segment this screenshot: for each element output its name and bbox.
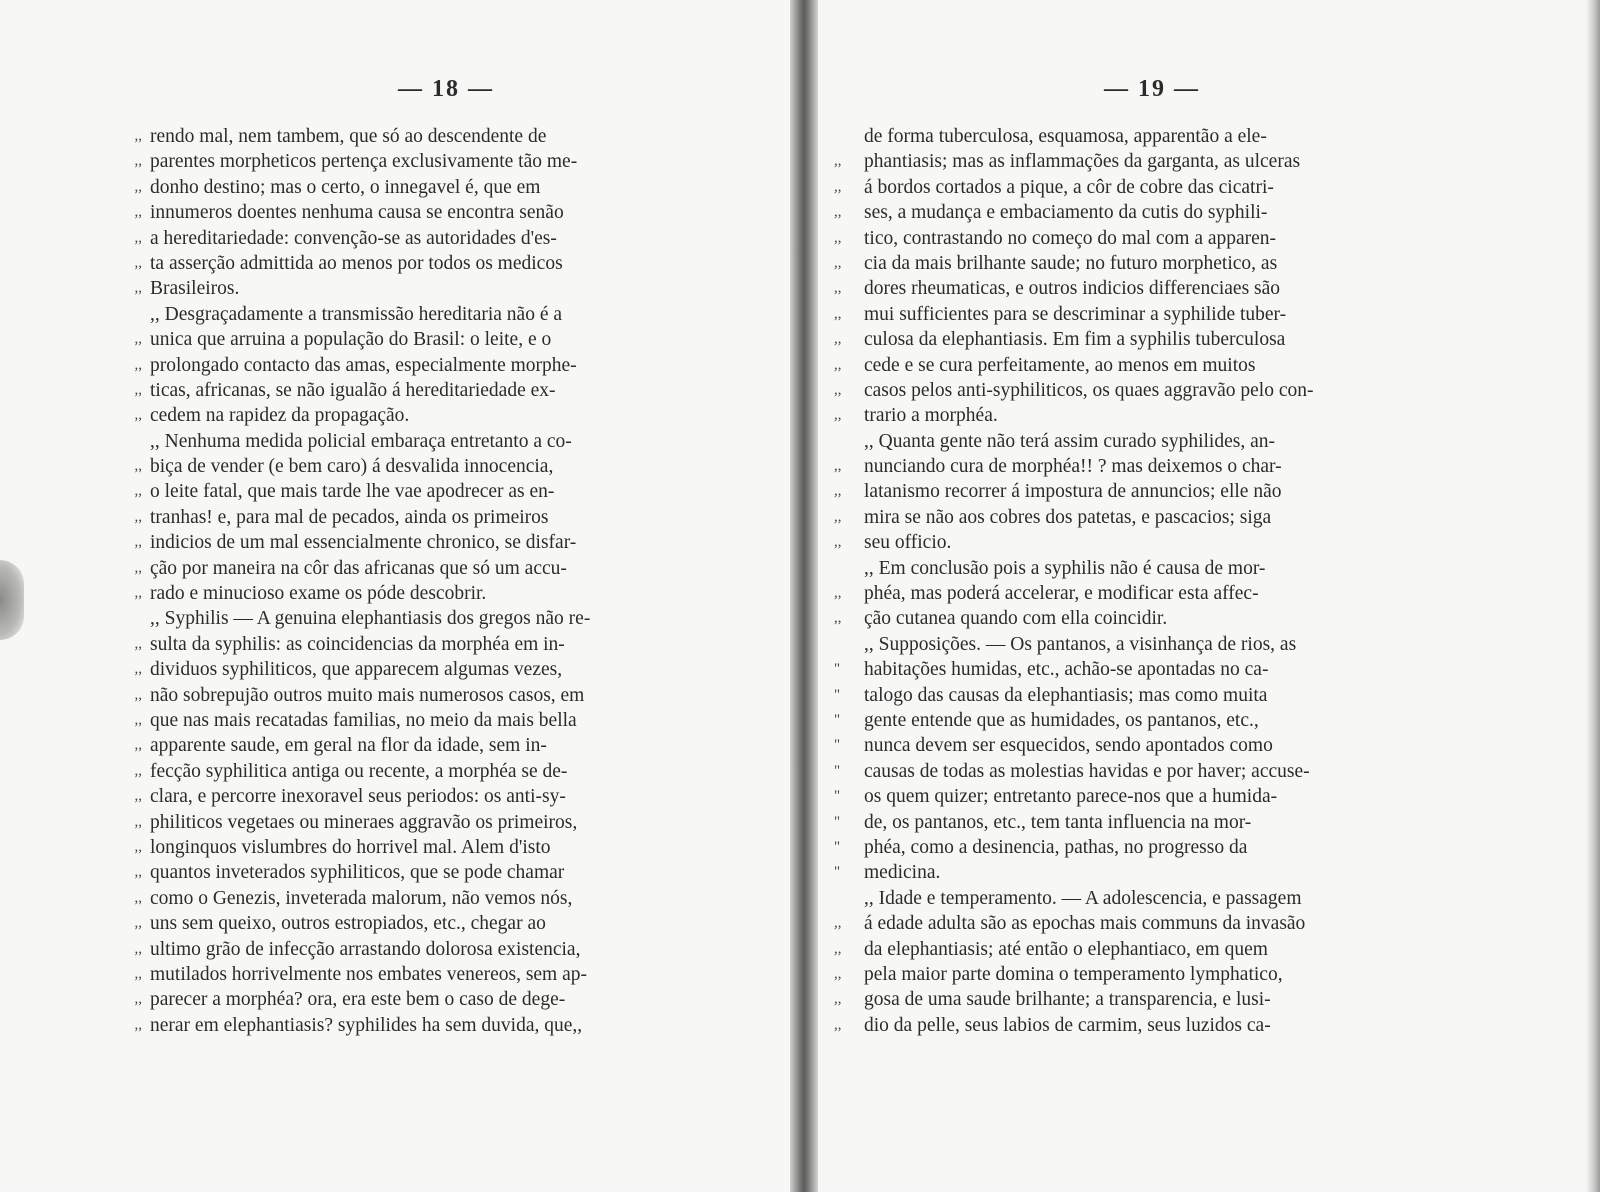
- margin-quote-mark: ,,: [834, 331, 842, 348]
- text-line: [134, 962, 760, 987]
- line-text: ses, a mudança e embaciamento da cutis do syphili-: [864, 202, 1268, 224]
- line-text: nunciando cura de morphéa!! ? mas deixemos o char-: [864, 456, 1282, 478]
- margin-quote-mark: ": [834, 762, 841, 779]
- text-line: [836, 810, 1458, 835]
- text-line: [134, 251, 760, 276]
- line-text: cia da mais brilhante saude; no futuro morphetico, as: [864, 252, 1278, 274]
- line-text: ,, Quanta gente não terá assim curado syphilides, an-: [864, 430, 1275, 452]
- line-text: uns sem queixo, outros estropiados, etc., chegar ao: [150, 913, 546, 935]
- text-line: [134, 733, 760, 758]
- text-line: [836, 581, 1458, 606]
- line-text: ,, Supposições. — Os pantanos, a visinhança de rios, as: [864, 633, 1297, 655]
- margin-quote-mark: ,,: [134, 635, 142, 652]
- line-text: tranhas! e, para mal de pecados, ainda os primeiros: [150, 506, 549, 528]
- text-line: [836, 632, 1458, 657]
- margin-quote-mark: ,,: [834, 483, 842, 500]
- text-line: [836, 860, 1458, 885]
- line-text: indicios de um mal essencialmente chronico, se disfar-: [150, 532, 577, 554]
- line-text: apparente saude, em geral na flor da idade, sem in-: [150, 735, 547, 757]
- text-line: [134, 657, 760, 682]
- text-line: [150, 429, 760, 454]
- margin-quote-mark: ,,: [834, 940, 842, 957]
- text-line: [134, 276, 760, 301]
- line-text: de, os pantanos, etc., tem tanta influencia na mor-: [864, 811, 1252, 833]
- margin-quote-mark: ,,: [134, 128, 142, 144]
- line-text: da elephantiasis; até então o elephantiaco, em quem: [864, 938, 1268, 960]
- margin-quote-mark: ,,: [134, 559, 142, 576]
- margin-quote-mark: ,,: [134, 381, 142, 398]
- margin-quote-mark: ,,: [834, 585, 842, 602]
- text-line: [836, 606, 1458, 631]
- line-text: latanismo recorrer á impostura de annuncios; elle não: [864, 481, 1282, 503]
- book-gutter: [790, 0, 818, 1192]
- text-line: [836, 987, 1458, 1012]
- margin-quote-mark: ,,: [834, 407, 842, 424]
- line-text: clara, e percorre inexoravel seus periodos: os anti-sy-: [150, 786, 566, 808]
- line-text: seu officio.: [864, 532, 952, 554]
- margin-quote-mark: ,,: [834, 153, 842, 170]
- line-text: como o Genezis, inveterada malorum, não vemos nós,: [150, 887, 573, 909]
- line-text: ção cutanea quando com ella coincidir.: [864, 608, 1168, 630]
- line-text: phantiasis; mas as inflammações da garganta, as ulceras: [864, 151, 1301, 173]
- text-line: [134, 632, 760, 657]
- text-line: [134, 708, 760, 733]
- line-text: á bordos cortados a pique, a côr de cobre das cicatri-: [864, 176, 1274, 198]
- margin-quote-mark: ,,: [834, 204, 842, 221]
- line-text: trario a morphéa.: [864, 405, 998, 427]
- text-line: [134, 911, 760, 936]
- left-page: [0, 0, 790, 1192]
- text-line: [836, 505, 1458, 530]
- text-line: [134, 810, 760, 835]
- margin-quote-mark: ,,: [134, 991, 142, 1008]
- line-text: philiticos vegetaes ou mineraes aggravão os primeiros,: [150, 811, 578, 833]
- margin-quote-mark: ,,: [134, 965, 142, 982]
- margin-quote-mark: ,,: [134, 585, 142, 602]
- text-line: [836, 454, 1458, 479]
- margin-quote-mark: ": [834, 737, 841, 754]
- text-line: [836, 200, 1458, 225]
- margin-quote-mark: ,,: [134, 762, 142, 779]
- margin-quote-mark: ,,: [834, 1016, 842, 1033]
- line-text: que nas mais recatadas familias, no meio da mais bella: [150, 709, 577, 731]
- margin-quote-mark: ,,: [834, 965, 842, 982]
- line-text: Brasileiros.: [150, 278, 240, 300]
- text-line: [836, 124, 1458, 149]
- page-stain: [0, 560, 24, 640]
- text-line: [134, 556, 760, 581]
- text-line: [836, 962, 1458, 987]
- line-text: phéa, mas poderá accelerar, e modificar esta affec-: [864, 583, 1259, 605]
- text-line: [836, 708, 1458, 733]
- text-line: [836, 657, 1458, 682]
- margin-quote-mark: ,,: [134, 254, 142, 271]
- line-text: longinquos vislumbres do horrivel mal. Alem d'isto: [150, 836, 551, 858]
- text-line: [134, 784, 760, 809]
- text-line: [134, 378, 760, 403]
- text-line: [134, 835, 760, 860]
- line-text: casos pelos anti-syphiliticos, os quaes aggravão pelo con-: [864, 379, 1314, 401]
- margin-quote-mark: ,,: [134, 508, 142, 525]
- text-line: [836, 353, 1458, 378]
- text-line: [836, 1013, 1458, 1038]
- line-text: causas de todas as molestias havidas e por haver; accuse-: [864, 760, 1310, 782]
- line-text: culosa da elephantiasis. Em fim a syphilis tuberculosa: [864, 329, 1286, 351]
- text-line: [134, 124, 760, 149]
- line-text: dores rheumaticas, e outros indicios differenciaes são: [864, 278, 1281, 300]
- line-text: rado e minucioso exame os póde descobrir.: [150, 583, 487, 605]
- margin-quote-mark: ,,: [834, 458, 842, 475]
- text-line: [836, 429, 1458, 454]
- line-text: prolongado contacto das amas, especialmente morphe-: [150, 354, 577, 376]
- text-line: [836, 784, 1458, 809]
- text-line: [836, 403, 1458, 428]
- margin-quote-mark: ,,: [134, 889, 142, 906]
- line-text: ,, Idade e temperamento. — A adolescencia, e passagem: [864, 887, 1302, 909]
- margin-quote-mark: ,,: [134, 661, 142, 678]
- margin-quote-mark: ": [834, 788, 841, 805]
- text-line: [836, 327, 1458, 352]
- line-text: os quem quizer; entretanto parece-nos que a humida-: [864, 786, 1278, 808]
- line-text: mutilados horrivelmente nos embates venereos, sem ap-: [150, 963, 587, 985]
- page-edge: [1586, 0, 1600, 1192]
- page-number: — 19 —: [1104, 76, 1200, 102]
- text-line: [134, 937, 760, 962]
- text-line: [836, 251, 1458, 276]
- line-text: biça de vender (e bem caro) á desvalida innocencia,: [150, 456, 554, 478]
- margin-quote-mark: ": [834, 813, 841, 830]
- line-text: sulta da syphilis: as coincidencias da morphéa em in-: [150, 633, 565, 655]
- text-line: [134, 353, 760, 378]
- margin-quote-mark: ,,: [134, 788, 142, 805]
- page-number: — 18 —: [398, 76, 494, 102]
- line-text: parecer a morphéa? ora, era este bem o caso de dege-: [150, 989, 566, 1011]
- text-line: [836, 530, 1458, 555]
- margin-quote-mark: ,,: [834, 508, 842, 525]
- text-line: [134, 530, 760, 555]
- right-page-text: [836, 124, 1458, 1038]
- line-text: ta asserção admittida ao menos por todos os medicos: [150, 252, 563, 274]
- margin-quote-mark: ,,: [834, 381, 842, 398]
- text-line: [134, 860, 760, 885]
- text-line: [836, 835, 1458, 860]
- margin-quote-mark: ,,: [134, 483, 142, 500]
- text-line: [836, 302, 1458, 327]
- line-text: mui sufficientes para se descriminar a syphilide tuber-: [864, 303, 1287, 325]
- margin-quote-mark: ,,: [134, 356, 142, 373]
- margin-quote-mark: ,,: [834, 254, 842, 271]
- text-line: [134, 1013, 760, 1038]
- line-text: a hereditariedade: convenção-se as autoridades d'es-: [150, 227, 557, 249]
- text-line: [836, 479, 1458, 504]
- line-text: quantos inveterados syphiliticos, que se pode chamar: [150, 862, 565, 884]
- margin-quote-mark: ,,: [834, 610, 842, 627]
- line-text: não sobrepujão outros muito mais numerosos casos, em: [150, 684, 585, 706]
- text-line: [134, 759, 760, 784]
- margin-quote-mark: ": [834, 838, 841, 855]
- margin-quote-mark: ,,: [134, 178, 142, 195]
- margin-quote-mark: ,,: [134, 813, 142, 830]
- line-text: fecção syphilitica antiga ou recente, a morphéa se de-: [150, 760, 568, 782]
- text-line: [836, 226, 1458, 251]
- line-text: ,, Em conclusão pois a syphilis não é causa de mor-: [864, 557, 1266, 579]
- line-text: pela maior parte domina o temperamento lymphatico,: [864, 963, 1283, 985]
- line-text: ,, Desgraçadamente a transmissão hereditaria não é a: [150, 303, 563, 325]
- margin-quote-mark: ,,: [134, 686, 142, 703]
- line-text: innumeros doentes nenhuma causa se encontra senão: [150, 202, 564, 224]
- text-line: [150, 302, 760, 327]
- line-text: medicina.: [864, 862, 941, 884]
- text-line: [134, 683, 760, 708]
- line-text: ção por maneira na côr das africanas que só um accu-: [150, 557, 567, 579]
- line-text: talogo das causas da elephantiasis; mas como muita: [864, 684, 1268, 706]
- margin-quote-mark: ,,: [134, 737, 142, 754]
- margin-quote-mark: ": [834, 661, 841, 678]
- margin-quote-mark: ,,: [134, 838, 142, 855]
- line-text: phéa, como a desinencia, pathas, no progresso da: [864, 836, 1248, 858]
- text-line: [836, 683, 1458, 708]
- line-text: parentes morpheticos pertença exclusivamente tão me-: [150, 151, 578, 173]
- margin-quote-mark: ": [834, 864, 841, 881]
- left-page-text: [134, 124, 760, 1038]
- line-text: unica que arruina a população do Brasil: o leite, e o: [150, 329, 552, 351]
- margin-quote-mark: ,,: [834, 178, 842, 195]
- margin-quote-mark: ,,: [134, 1016, 142, 1033]
- text-line: [836, 149, 1458, 174]
- line-text: ,, Nenhuma medida policial embaraça entretanto a co-: [150, 430, 572, 452]
- line-text: dio da pelle, seus labios de carmim, seus luzidos ca-: [864, 1014, 1271, 1036]
- margin-quote-mark: ,,: [134, 940, 142, 957]
- margin-quote-mark: ,,: [134, 280, 142, 297]
- margin-quote-mark: ,,: [834, 534, 842, 551]
- margin-quote-mark: ,,: [134, 407, 142, 424]
- line-text: de forma tuberculosa, esquamosa, apparentão a ele-: [864, 126, 1267, 147]
- margin-quote-mark: ,,: [134, 711, 142, 728]
- text-line: [134, 987, 760, 1012]
- line-text: dividuos syphiliticos, que apparecem algumas vezes,: [150, 659, 563, 681]
- line-text: habitações humidas, etc., achão-se apontadas no ca-: [864, 659, 1269, 681]
- line-text: donho destino; mas o certo, o innegavel é, que em: [150, 176, 541, 198]
- line-text: tico, contrastando no começo do mal com a apparen-: [864, 227, 1277, 249]
- line-text: ,, Syphilis — A genuina elephantiasis dos gregos não re-: [150, 608, 591, 630]
- text-line: [134, 403, 760, 428]
- line-text: ultimo grão de infecção arrastando dolorosa existencia,: [150, 938, 581, 960]
- margin-quote-mark: ,,: [134, 229, 142, 246]
- text-line: [134, 581, 760, 606]
- line-text: rendo mal, nem tambem, que só ao descendente de: [150, 126, 547, 147]
- line-text: cedem na rapidez da propagação.: [150, 405, 410, 427]
- text-line: [836, 556, 1458, 581]
- line-text: nunca devem ser esquecidos, sendo apontados como: [864, 735, 1273, 757]
- text-line: [150, 606, 760, 631]
- margin-quote-mark: ,,: [134, 331, 142, 348]
- text-line: [836, 733, 1458, 758]
- margin-quote-mark: ,,: [134, 864, 142, 881]
- margin-quote-mark: ,,: [134, 458, 142, 475]
- line-text: ticas, africanas, se não igualão á hereditariedade ex-: [150, 379, 556, 401]
- line-text: gosa de uma saude brilhante; a transparencia, e lusi-: [864, 989, 1271, 1011]
- margin-quote-mark: ,,: [134, 153, 142, 170]
- text-line: [836, 886, 1458, 911]
- text-line: [836, 276, 1458, 301]
- text-line: [134, 200, 760, 225]
- text-line: [134, 886, 760, 911]
- line-text: á edade adulta são as epochas mais communs da invasão: [864, 913, 1306, 935]
- margin-quote-mark: ": [834, 686, 841, 703]
- text-line: [134, 226, 760, 251]
- margin-quote-mark: ,,: [134, 204, 142, 221]
- line-text: cede e se cura perfeitamente, ao menos em muitos: [864, 354, 1256, 376]
- text-line: [134, 149, 760, 174]
- text-line: [134, 479, 760, 504]
- text-line: [134, 327, 760, 352]
- text-line: [134, 175, 760, 200]
- margin-quote-mark: ,,: [834, 991, 842, 1008]
- text-line: [836, 175, 1458, 200]
- margin-quote-mark: ,,: [834, 305, 842, 322]
- line-text: nerar em elephantiasis? syphilides ha sem duvida, que,,: [150, 1014, 583, 1036]
- margin-quote-mark: ,,: [134, 534, 142, 551]
- right-page: [818, 0, 1600, 1192]
- margin-quote-mark: ,,: [134, 915, 142, 932]
- margin-quote-mark: ,,: [834, 915, 842, 932]
- line-text: mira se não aos cobres dos patetas, e pascacios; siga: [864, 506, 1272, 528]
- margin-quote-mark: ,,: [834, 280, 842, 297]
- text-line: [134, 454, 760, 479]
- margin-quote-mark: ,,: [834, 356, 842, 373]
- text-line: [836, 937, 1458, 962]
- line-text: o leite fatal, que mais tarde lhe vae apodrecer as en-: [150, 481, 555, 503]
- text-line: [836, 759, 1458, 784]
- text-line: [836, 911, 1458, 936]
- line-text: gente entende que as humidades, os pantanos, etc.,: [864, 709, 1259, 731]
- text-line: [836, 378, 1458, 403]
- text-line: [134, 505, 760, 530]
- margin-quote-mark: ": [834, 711, 841, 728]
- margin-quote-mark: ,,: [834, 229, 842, 246]
